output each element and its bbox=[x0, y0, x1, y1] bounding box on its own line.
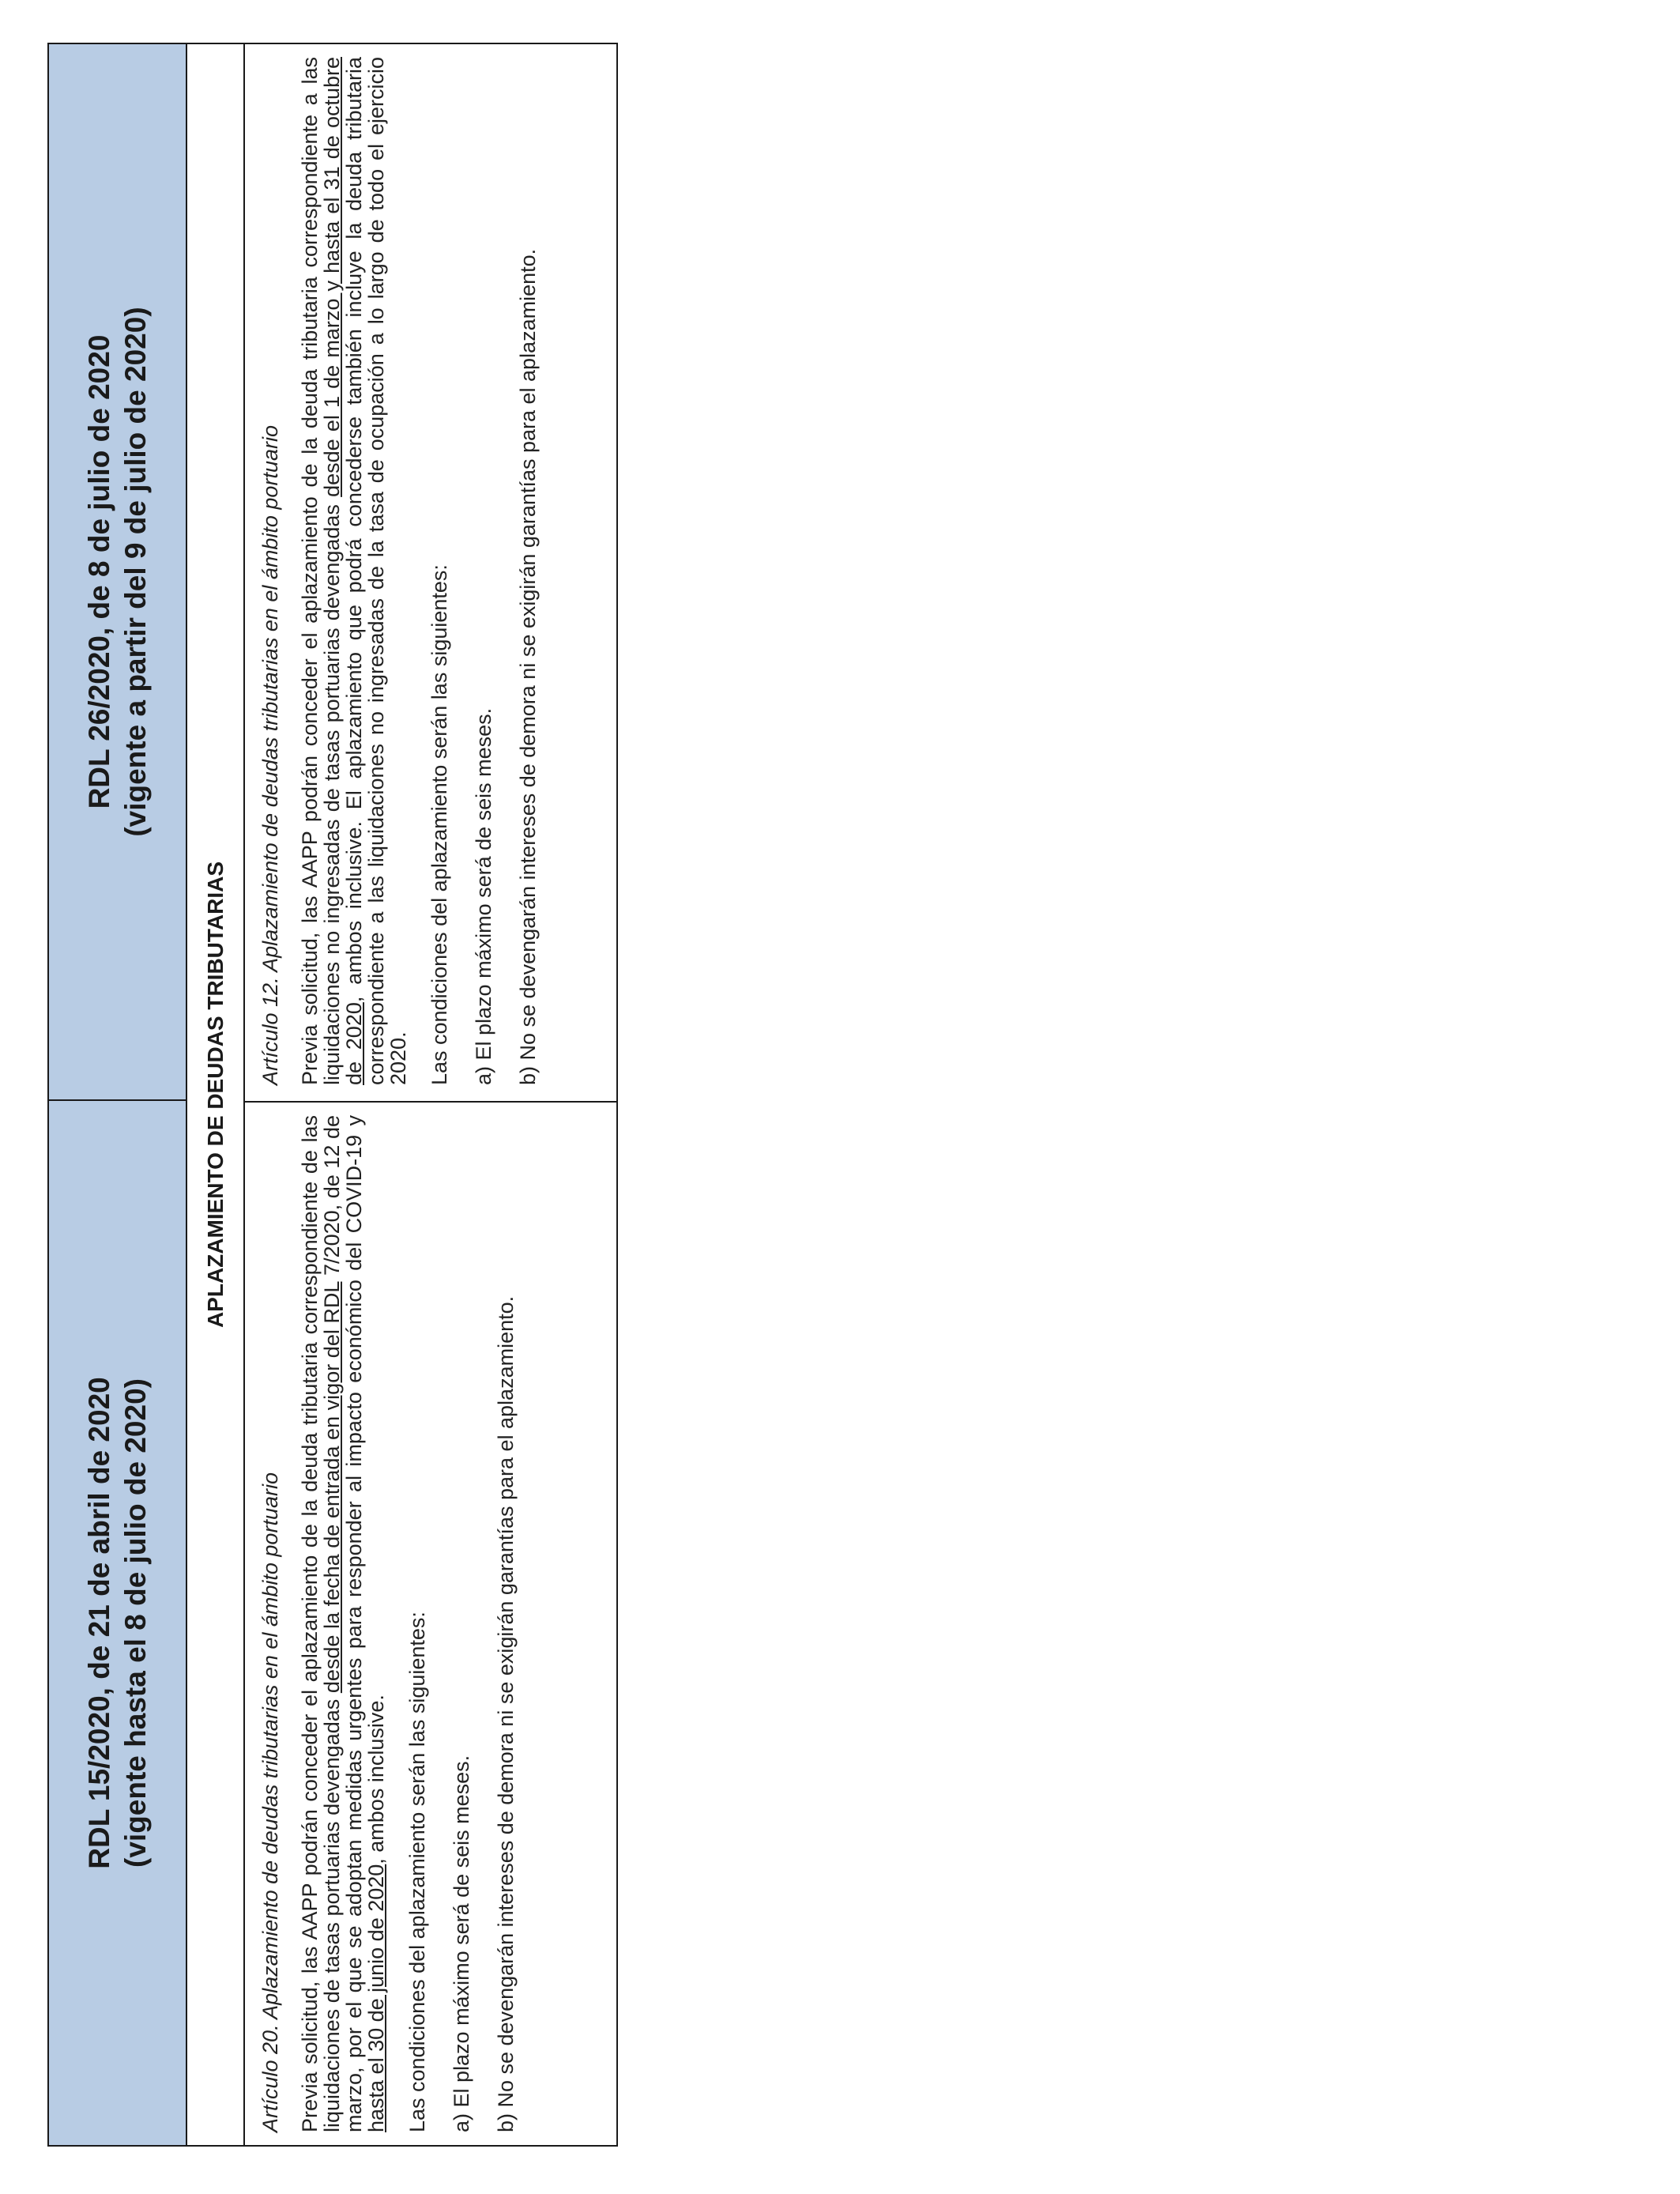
right-condition-a: a) El plazo máximo será de seis meses. bbox=[472, 707, 495, 1085]
right-paragraph bbox=[299, 57, 409, 1085]
left-condition-a: a) El plazo máximo será de seis meses. bbox=[450, 1755, 473, 2132]
left-article-heading: Artículo 20. Aplazamiento de deudas tributarias en el ámbito portuario bbox=[258, 1472, 282, 2132]
right-article-heading: Artículo 12. Aplazamiento de deudas tributarias en el ámbito portuario bbox=[258, 425, 282, 1085]
right-p1-underline-1: desde el 1 de marzo y hasta el 31 de octubre de 2020 bbox=[320, 57, 366, 1085]
rotated-table-wrapper bbox=[47, 44, 616, 2147]
right-conditions-intro: Las condiciones del aplazamiento serán las siguientes: bbox=[428, 564, 451, 1085]
left-p1-underline-2: hasta el 30 de junio de 2020 bbox=[364, 1864, 388, 2132]
right-p1-text-a: Previa solicitud, las AAPP podrán conceder el aplazamiento de la deuda tributaria correspondiente a las liquidaciones no ingresadas de tasas portuarias devengadas bbox=[298, 57, 344, 1085]
right-condition-b: b) No se devengarán intereses de demora ni se exigirán garantías para el aplazamiento. bbox=[516, 248, 540, 1085]
body-row bbox=[245, 44, 616, 2145]
left-p1-underline-1: desde la fecha de entrada en vigor del RDL bbox=[320, 1281, 344, 1694]
left-p1-text-a: Previa solicitud, las AAPP podrán conceder el aplazamiento de la deuda tributaria correspondiente de las liquidaciones de tasas portuarias devengadas bbox=[298, 1115, 344, 2132]
left-conditions-intro: Las condiciones del aplazamiento serán las siguientes: bbox=[405, 1612, 429, 2132]
header-left-title: RDL 15/2020, de 21 de abril de 2020 bbox=[82, 1377, 115, 1869]
header-right-cell bbox=[49, 44, 186, 1099]
right-body-cell bbox=[245, 44, 616, 1101]
header-row bbox=[49, 44, 187, 2145]
header-right-title: RDL 26/2020, de 8 de julio de 2020 bbox=[82, 334, 115, 809]
header-left-cell bbox=[49, 1099, 186, 2145]
left-body-cell bbox=[245, 1101, 616, 2145]
section-title: APLAZAMIENTO DE DEUDAS TRIBUTARIAS bbox=[187, 44, 245, 2145]
header-left-subtitle: (vigente hasta el 8 de julio de 2020) bbox=[119, 1378, 152, 1868]
left-p1-text-b: 7/2020, de 12 de marzo, por el que se adoptan medidas urgentes para responder al impacto económico del COVID-19 y bbox=[320, 1115, 366, 2132]
comparison-table bbox=[47, 43, 618, 2147]
left-condition-b: b) No se devengarán intereses de demora ni se exigirán garantías para el aplazamiento. bbox=[494, 1295, 518, 2132]
left-p1-text-c: , ambos inclusive. bbox=[364, 1695, 388, 1864]
right-p1-text-b: , ambos inclusive. El aplazamiento que podrá concederse también incluye la deuda tributaria correspondiente a las liquidaciones no ingresadas de la tasa de ocupación a lo largo de todo el ejercicio 2020. bbox=[342, 57, 410, 1085]
header-right-subtitle: (vigente a partir del 9 de julio de 2020) bbox=[119, 307, 152, 837]
left-paragraph bbox=[299, 1115, 387, 2132]
